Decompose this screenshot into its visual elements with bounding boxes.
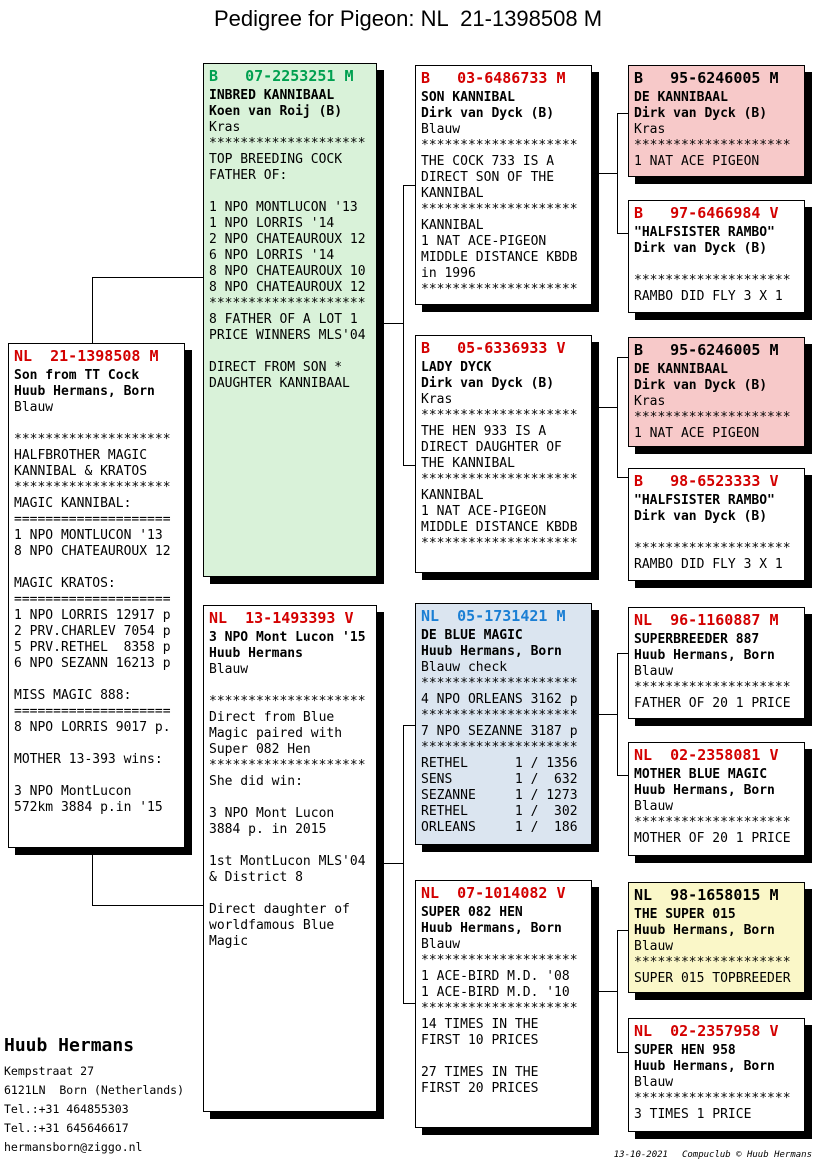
bird-name: 3 NPO Mont Lucon '15 — [209, 630, 366, 645]
ring-number: B 98-6523333 V — [634, 472, 779, 490]
bird-name: "HALFSISTER RAMBO" — [634, 493, 775, 508]
comment-line: MAGIC KANNIBAL: — [14, 496, 132, 511]
connector-line — [617, 653, 618, 776]
pedigree-box-gg1 — [628, 65, 805, 177]
comment-line: 6 NPO SEZANN 16213 p — [14, 656, 171, 671]
comment-line: RAMBO DID FLY 3 X 1 — [634, 557, 783, 572]
comment-line — [209, 184, 371, 200]
comment-line: THE COCK 733 IS A — [421, 154, 555, 169]
comment-line: 1 ACE-BIRD M.D. '08 — [421, 969, 570, 984]
comment-line: HALFBROTHER MAGIC — [14, 448, 148, 463]
comment-line — [421, 1049, 586, 1065]
comment-line: 1 NPO MONTLUCON '13 — [209, 200, 358, 215]
comment-line: ==================== — [14, 704, 171, 719]
bird-name: DE BLUE MAGIC — [421, 628, 523, 643]
bird-owner: Huub Hermans — [209, 646, 303, 661]
comment-line: ******************** — [421, 138, 578, 153]
comment-line: Kras — [634, 394, 666, 409]
ring-number: NL 21-1398508 M — [14, 347, 159, 365]
comment-line: ******************** — [421, 282, 578, 297]
comment-line: 1 NPO LORRIS 12917 p — [14, 608, 171, 623]
bird-name: SON KANNIBAL — [421, 90, 515, 105]
comment-line: RETHEL 1 / 1356 — [421, 756, 578, 771]
comment-line: 4 NPO ORLEANS 3162 p — [421, 692, 578, 707]
comment-line: Magic — [209, 934, 249, 949]
comment-line: Blauw — [634, 664, 674, 679]
pedigree-box-gp3 — [415, 603, 592, 845]
comment-line: MIDDLE DISTANCE KBDB — [421, 250, 578, 265]
pedigree-box-gg8 — [628, 1018, 805, 1132]
connector-line — [592, 173, 617, 174]
comment-line: ******************** — [14, 432, 171, 447]
comment-line — [14, 560, 179, 576]
bird-name: SUPERBREEDER 887 — [634, 632, 760, 647]
bird-owner: Dirk van Dyck (B) — [421, 106, 555, 121]
comment-line — [209, 790, 371, 806]
bird-owner: Huub Hermans, Born — [634, 783, 775, 798]
pedigree-box-gp1 — [415, 65, 592, 305]
footer-credit: Compuclub © Huub Hermans — [681, 1150, 812, 1160]
comment-line: MOTHER OF 20 1 PRICE — [634, 831, 791, 846]
ring-number: NL 96-1160887 M — [634, 611, 779, 629]
owner-email: hermansborn@ziggo.nl — [4, 1140, 143, 1154]
comment-line: Kras — [421, 392, 453, 407]
comment-line: MAGIC KRATOS: — [14, 576, 116, 591]
ring-number: B 95-6246005 M — [634, 341, 779, 359]
comment-line: ******************** — [634, 815, 791, 830]
pedigree-box-gg6 — [628, 742, 805, 856]
comment-line: 1 NAT ACE PIGEON — [634, 426, 760, 441]
comment-line: MISS MAGIC 888: — [14, 688, 132, 703]
owner-phone-line: Tel.:+31 645646617 — [4, 1121, 129, 1135]
comment-line: FATHER OF: — [209, 168, 288, 183]
comment-line: PRICE WINNERS MLS'04 — [209, 328, 366, 343]
ring-number: NL 98-1658015 M — [634, 886, 779, 904]
comment-line: 1 ACE-BIRD M.D. '10 — [421, 985, 570, 1000]
comment-line: 3884 p. in 2015 — [209, 822, 327, 837]
comment-line: SENS 1 / 632 — [421, 772, 578, 787]
bird-owner: Huub Hermans, Born — [421, 644, 562, 659]
pedigree-box-gg7 — [628, 882, 805, 993]
comment-line: 1 NAT ACE-PIGEON — [421, 234, 547, 249]
comment-line: DIRECT DAUGHTER OF — [421, 440, 562, 455]
ring-number: B 97-6466984 V — [634, 204, 779, 222]
bird-name: DE KANNIBAAL — [634, 90, 728, 105]
comment-line: ******************** — [421, 708, 578, 723]
comment-line: Super 082 Hen — [209, 742, 311, 757]
pedigree-box-father — [203, 63, 377, 577]
comment-line: 5 PRV.RETHEL 8358 p — [14, 640, 171, 655]
comment-line: TOP BREEDING COCK — [209, 152, 343, 167]
comment-line: 1 NAT ACE PIGEON — [634, 154, 760, 169]
comment-line: ******************** — [421, 536, 578, 551]
comment-line: MIDDLE DISTANCE KBDB — [421, 520, 578, 535]
comment-line: ******************** — [209, 694, 366, 709]
comment-line: ******************** — [14, 480, 171, 495]
bird-owner: Dirk van Dyck (B) — [421, 376, 555, 391]
comment-line: KANNIBAL — [421, 186, 484, 201]
owner-phone-line: Tel.:+31 464855303 — [4, 1102, 129, 1116]
pedigree-box-gp2 — [415, 335, 592, 573]
bird-owner: Dirk van Dyck (B) — [634, 106, 768, 121]
connector-line — [377, 863, 403, 864]
connector-line — [92, 848, 93, 906]
comment-line: Direct daughter of — [209, 902, 350, 917]
comment-line: 572km 3884 p.in '15 — [14, 800, 163, 815]
comment-line: 27 TIMES IN THE — [421, 1065, 539, 1080]
comment-line: 8 NPO CHATEAUROUX 12 — [14, 544, 171, 559]
ring-number: NL 05-1731421 M — [421, 607, 566, 625]
comment-line: ******************** — [209, 136, 366, 151]
comment-line — [14, 768, 179, 784]
ring-number: NL 02-2358081 V — [634, 746, 779, 764]
connector-line — [403, 185, 404, 466]
comment-line: 14 TIMES IN THE — [421, 1017, 539, 1032]
comment-line: KANNIBAL & KRATOS — [14, 464, 148, 479]
ring-number: NL 02-2357958 V — [634, 1022, 779, 1040]
footer — [592, 1140, 812, 1170]
comment-line — [14, 672, 179, 688]
comment-line: 1st MontLucon MLS'04 — [209, 854, 366, 869]
bird-name: SUPER HEN 958 — [634, 1043, 736, 1058]
comment-line: 8 FATHER OF A LOT 1 — [209, 312, 358, 327]
comment-line: THE KANNIBAL — [421, 456, 515, 471]
comment-line: Kras — [209, 120, 241, 135]
comment-line: Blauw — [209, 662, 249, 677]
comment-line: RETHEL 1 / 302 — [421, 804, 578, 819]
ring-number: B 07-2253251 M — [209, 67, 354, 85]
comment-line — [209, 886, 371, 902]
bird-owner: Dirk van Dyck (B) — [634, 378, 768, 393]
comment-line: worldfamous Blue — [209, 918, 335, 933]
connector-line — [403, 725, 404, 1004]
comment-line: ******************** — [421, 740, 578, 755]
comment-line: Blauw — [14, 400, 54, 415]
comment-line — [209, 838, 371, 854]
connector-line — [92, 277, 93, 344]
comment-line: ******************** — [421, 676, 578, 691]
bird-owner: Dirk van Dyck (B) — [634, 509, 768, 524]
comment-line: in 1996 — [421, 266, 476, 281]
connector-line — [377, 323, 403, 324]
pedigree-box-gg4 — [628, 468, 805, 581]
connector-line — [92, 905, 204, 906]
comment-line: ==================== — [14, 512, 171, 527]
comment-line: 3 NPO MontLucon — [14, 784, 132, 799]
comment-line: ORLEANS 1 / 186 — [421, 820, 578, 835]
connector-line — [592, 991, 617, 992]
bird-owner: Huub Hermans, Born — [14, 384, 155, 399]
bird-name: LADY DYCK — [421, 360, 492, 375]
comment-line: Blauw — [634, 1075, 674, 1090]
comment-line: Kras — [634, 122, 666, 137]
comment-line: Blauw — [421, 122, 461, 137]
owner-block — [4, 1033, 184, 1157]
comment-line: FIRST 10 PRICES — [421, 1033, 539, 1048]
owner-address-line: Kempstraat 27 — [4, 1064, 95, 1078]
bird-name: INBRED KANNIBAAL — [209, 88, 335, 103]
comment-line: THE HEN 933 IS A — [421, 424, 547, 439]
bird-name: DE KANNIBAAL — [634, 362, 728, 377]
pedigree-box-gg5 — [628, 607, 805, 719]
comment-line: 7 NPO SEZANNE 3187 p — [421, 724, 578, 739]
comment-line: KANNIBAL — [421, 218, 484, 233]
comment-line: 1 NAT ACE-PIGEON — [421, 504, 547, 519]
bird-owner: Huub Hermans, Born — [634, 648, 775, 663]
ring-number: B 03-6486733 M — [421, 69, 566, 87]
page-title: Pedigree for Pigeon: NL 21-1398508 M — [213, 6, 603, 31]
pedigree-box-mother — [203, 605, 377, 1112]
comment-line: 2 NPO CHATEAUROUX 12 — [209, 232, 366, 247]
comment-line: Blauw check — [421, 660, 508, 675]
comment-line: FIRST 20 PRICES — [421, 1081, 539, 1096]
comment-line: 6 NPO LORRIS '14 — [209, 248, 335, 263]
ring-number: B 05-6336933 V — [421, 339, 566, 357]
owner-name: Huub Hermans — [4, 1035, 135, 1056]
comment-line: & District 8 — [209, 870, 303, 885]
comment-line: ******************** — [421, 408, 578, 423]
comment-line: Blauw — [421, 937, 461, 952]
comment-line: KANNIBAL — [421, 488, 484, 503]
comment-line: DIRECT FROM SON * — [209, 360, 343, 375]
comment-line: SUPER 015 TOPBREEDER — [634, 971, 791, 986]
comment-line: 3 NPO Mont Lucon — [209, 806, 335, 821]
comment-line: ******************** — [634, 1091, 791, 1106]
ring-number: NL 13-1493393 V — [209, 609, 354, 627]
comment-line: DAUGHTER KANNIBAAL — [209, 376, 350, 391]
comment-line — [209, 678, 371, 694]
comment-line: 8 NPO CHATEAUROUX 10 — [209, 264, 366, 279]
connector-line — [592, 407, 617, 408]
comment-line: ******************** — [421, 1001, 578, 1016]
comment-line: 8 NPO LORRIS 9017 p. — [14, 720, 171, 735]
comment-line: FATHER OF 20 1 PRICE — [634, 696, 791, 711]
comment-line — [634, 525, 799, 541]
comment-line: DIRECT SON OF THE — [421, 170, 555, 185]
comment-line: She did win: — [209, 774, 303, 789]
comment-line: MOTHER 13-393 wins: — [14, 752, 163, 767]
connector-line — [617, 930, 618, 1053]
comment-line: ******************** — [209, 758, 366, 773]
comment-line — [634, 257, 799, 273]
comment-line — [14, 736, 179, 752]
ring-number: B 95-6246005 M — [634, 69, 779, 87]
comment-line: Blauw — [634, 799, 674, 814]
comment-line: ******************** — [421, 953, 578, 968]
comment-line: ******************** — [634, 680, 791, 695]
comment-line — [14, 416, 179, 432]
pedigree-box-subject — [8, 343, 185, 848]
comment-line: 1 NPO MONTLUCON '13 — [14, 528, 163, 543]
pedigree-box-gp4 — [415, 880, 592, 1128]
comment-line: ******************** — [634, 138, 791, 153]
owner-address-line: 6121LN Born (Netherlands) — [4, 1083, 185, 1097]
connector-line — [92, 277, 204, 278]
ring-number: NL 07-1014082 V — [421, 884, 566, 902]
bird-owner: Koen van Roij (B) — [209, 104, 343, 119]
comment-line: 3 TIMES 1 PRICE — [634, 1107, 752, 1122]
bird-name: SUPER 082 HEN — [421, 905, 523, 920]
pedigree-box-gg2 — [628, 200, 805, 313]
comment-line: Magic paired with — [209, 726, 343, 741]
connector-line — [592, 714, 617, 715]
bird-owner: Huub Hermans, Born — [634, 1059, 775, 1074]
comment-line: ******************** — [634, 955, 791, 970]
comment-line: Blauw — [634, 939, 674, 954]
comment-line: ******************** — [421, 472, 578, 487]
comment-line: 2 PRV.CHARLEV 7054 p — [14, 624, 171, 639]
comment-line: Direct from Blue — [209, 710, 335, 725]
comment-line: 8 NPO CHATEAUROUX 12 — [209, 280, 366, 295]
bird-name: Son from TT Cock — [14, 368, 140, 383]
bird-owner: Huub Hermans, Born — [421, 921, 562, 936]
comment-line: ******************** — [634, 273, 791, 288]
pedigree-box-gg3 — [628, 337, 805, 447]
comment-line: ==================== — [14, 592, 171, 607]
connector-line — [617, 357, 618, 478]
comment-line: ******************** — [209, 296, 366, 311]
comment-line: RAMBO DID FLY 3 X 1 — [634, 289, 783, 304]
connector-line — [617, 113, 618, 234]
comment-line: ******************** — [421, 202, 578, 217]
comment-line: ******************** — [634, 541, 791, 556]
footer-date: 13-10-2021 — [613, 1150, 668, 1160]
bird-name: "HALFSISTER RAMBO" — [634, 225, 775, 240]
bird-name: MOTHER BLUE MAGIC — [634, 767, 768, 782]
bird-owner: Dirk van Dyck (B) — [634, 241, 768, 256]
comment-line: ******************** — [634, 410, 791, 425]
bird-name: THE SUPER 015 — [634, 907, 736, 922]
comment-line — [209, 344, 371, 360]
comment-line: 1 NPO LORRIS '14 — [209, 216, 335, 231]
bird-owner: Huub Hermans, Born — [634, 923, 775, 938]
comment-line: SEZANNE 1 / 1273 — [421, 788, 578, 803]
